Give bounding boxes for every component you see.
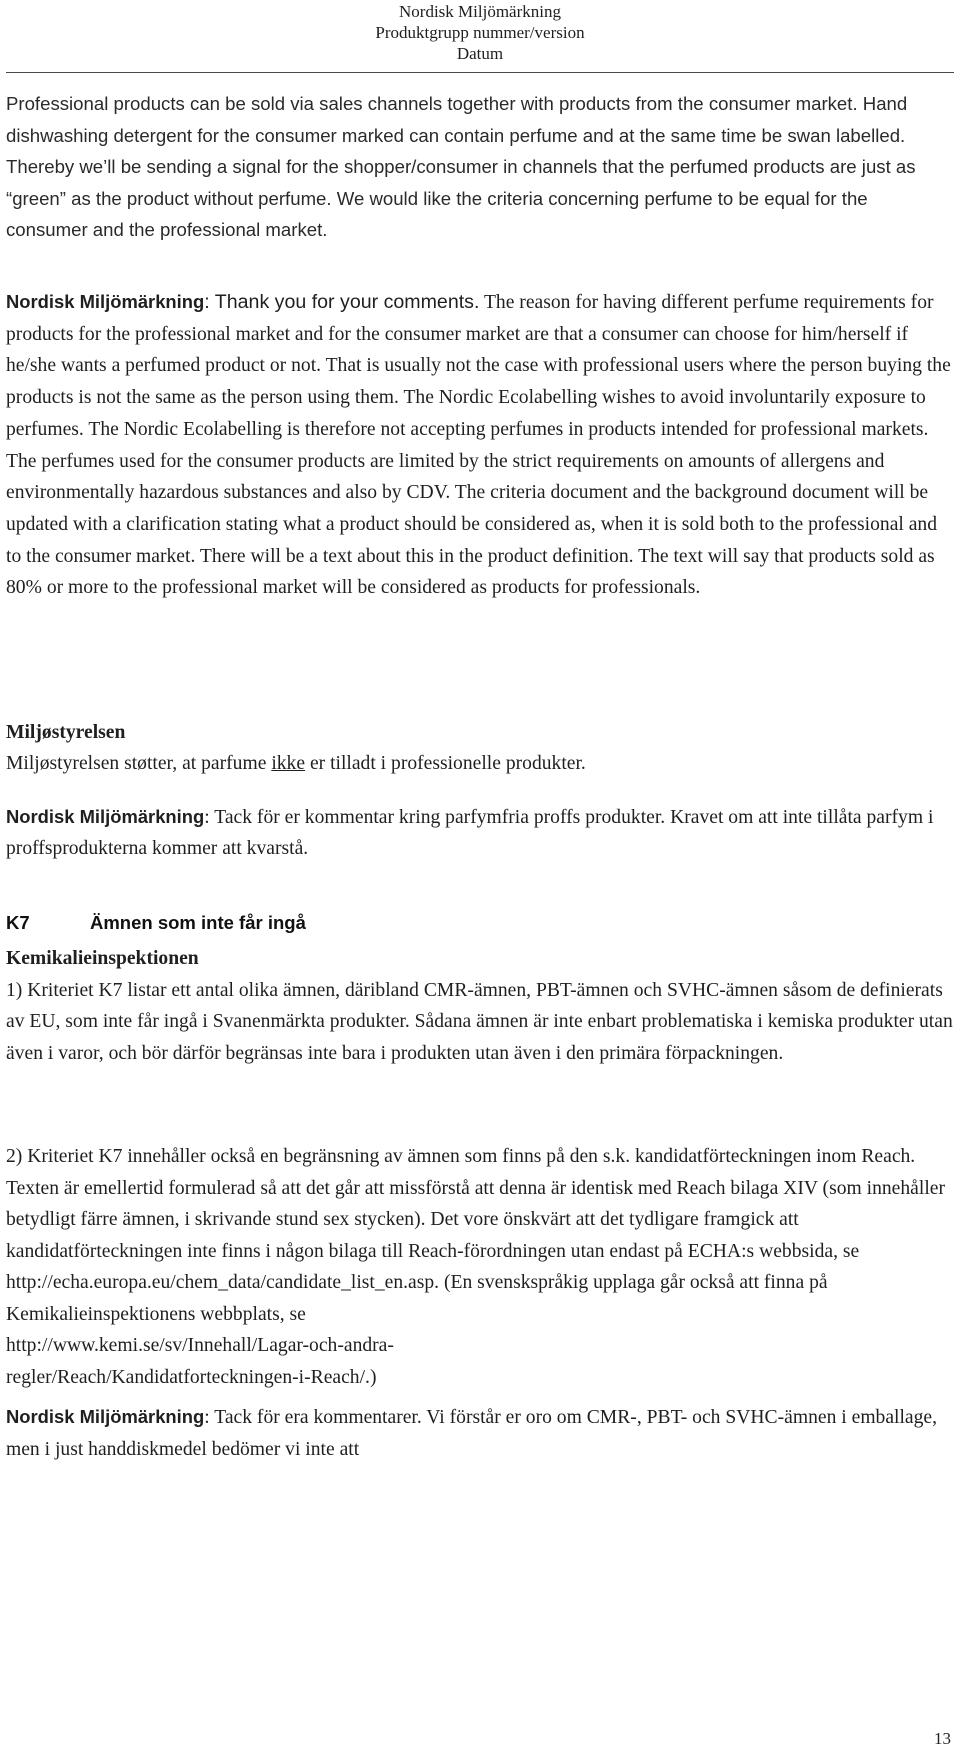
page-header	[0, 0, 960, 64]
comment-text-after: er tilladt i professionelle produkter.	[305, 753, 586, 774]
response-speaker: Nordisk Miljömärkning	[6, 806, 205, 827]
response-speaker: Nordisk Miljömärkning	[6, 1406, 205, 1427]
response-text: : Tack för era kommentarer. Vi förstår er oro om CMR-, PBT- och SVHC-ämnen i emballage, men i just handdiskmedel bedömer vi inte att	[6, 1407, 938, 1460]
response-paragraph-substances	[6, 1401, 954, 1465]
response-paragraph-professional	[6, 801, 954, 864]
header-date: Datum	[456, 44, 504, 63]
section-title: Ämnen som inte får ingå	[90, 912, 306, 933]
comment-miljostyrelsen	[6, 717, 954, 779]
comment-text-before: Miljøstyrelsen støtter, at parfume	[6, 753, 272, 774]
comment-point-1: 1) Kriteriet K7 listar ett antal olika ämnen, däribland CMR-ämnen, PBT-ämnen och SVHC-ämnen såsom de definierats av EU, som inte får ingå i Svanenmärkta produkter. Sådana ämnen är inte enbart problematiska i kemiska produkter utan även i varor, och bör därför begränsas inte bara i produkten utan även i den primära förpackningen.	[6, 979, 953, 1064]
comment-point-2: 2) Kriteriet K7 innehåller också en begränsning av ämnen som finns på den s.k. kandidatförteckningen inom Reach. Texten är emellertid formulerad så att det går att missförstå att denna är identisk med Reach bilaga XIV (som innehåller betydligt färre ämnen, i skrivande stund sex stycken). Det vore önskvärt att det tydligare framgick att kandidatförteckningen inte finns i någon bilaga till Reach-förordningen utan endast på ECHA:s webbsida, se http://echa.europa.eu/chem_data/candidate_list_en.asp. (En svenskspråkig upplaga går också att finna på Kemikalieinspektionens webbplats, se	[6, 1146, 945, 1325]
comment-text-underlined: ikke	[271, 753, 306, 774]
page-number: 13	[934, 1729, 951, 1748]
comment-text: Professional products can be sold via sales channels together with products from the consumer market. Hand dishwashing detergent for the consumer marked can contain perfume and at the same time be swan labelled. Thereby we’ll be sending a signal for the shopper/consumer in channels that the perfumed products are just as “green” as the product without perfume. We would like the criteria concerning perfume to be equal for the consumer and the professional market.	[6, 93, 916, 240]
comment-kemikalieinspektionen-point2	[6, 1141, 954, 1393]
comment-kemikalieinspektionen-point1	[6, 943, 954, 1069]
response-text: The reason for having different perfume requirements for products for the professional market and for the consumer market are that a consumer can choose for him/herself if he/she wants a perfumed product or not. That is usually not the case with professional users where the person buying the products is not the same as the person using them. The Nordic Ecolabelling wishes to avoid involuntarily exposure to perfumes. The Nordic Ecolabelling is therefore not accepting perfumes in products intended for professional markets. The perfumes used for the consumer products are limited by the strict requirements on amounts of allergens and environmentally hazardous substances and also by CDV. The criteria document and the background document will be updated with a clarification stating what a product should be considered as, when it is sold both to the professional and to the consumer market. There will be a text about this in the product definition. The text will say that products sold as 80% or more to the professional market will be considered as products for professionals.	[6, 292, 951, 599]
header-divider	[6, 72, 954, 73]
response-lead: : Thank you for your comments.	[204, 291, 480, 313]
section-heading	[6, 912, 306, 934]
reference-url-line2: regler/Reach/Kandidatforteckningen-i-Reach/.)	[6, 1366, 377, 1388]
response-text: : Tack för er kommentar kring parfymfria proffs produkter. Kravet om att inte tillåta parfym i proffsprodukterna kommer att kvarstå.	[6, 807, 934, 859]
consultation-comment-perfume	[6, 88, 954, 246]
response-paragraph-perfume	[6, 286, 954, 604]
comment-organization: Miljøstyrelsen	[6, 722, 126, 743]
reference-url-line1: http://www.kemi.se/sv/Innehall/Lagar-och-andra-	[6, 1335, 394, 1356]
section-number: K7	[6, 912, 30, 933]
comment-organization: Kemikalieinspektionen	[6, 948, 199, 969]
response-speaker: Nordisk Miljömärkning	[6, 291, 205, 312]
header-product-group: Produktgrupp nummer/version	[375, 23, 585, 42]
header-organization: Nordisk Miljömärkning	[399, 2, 561, 21]
